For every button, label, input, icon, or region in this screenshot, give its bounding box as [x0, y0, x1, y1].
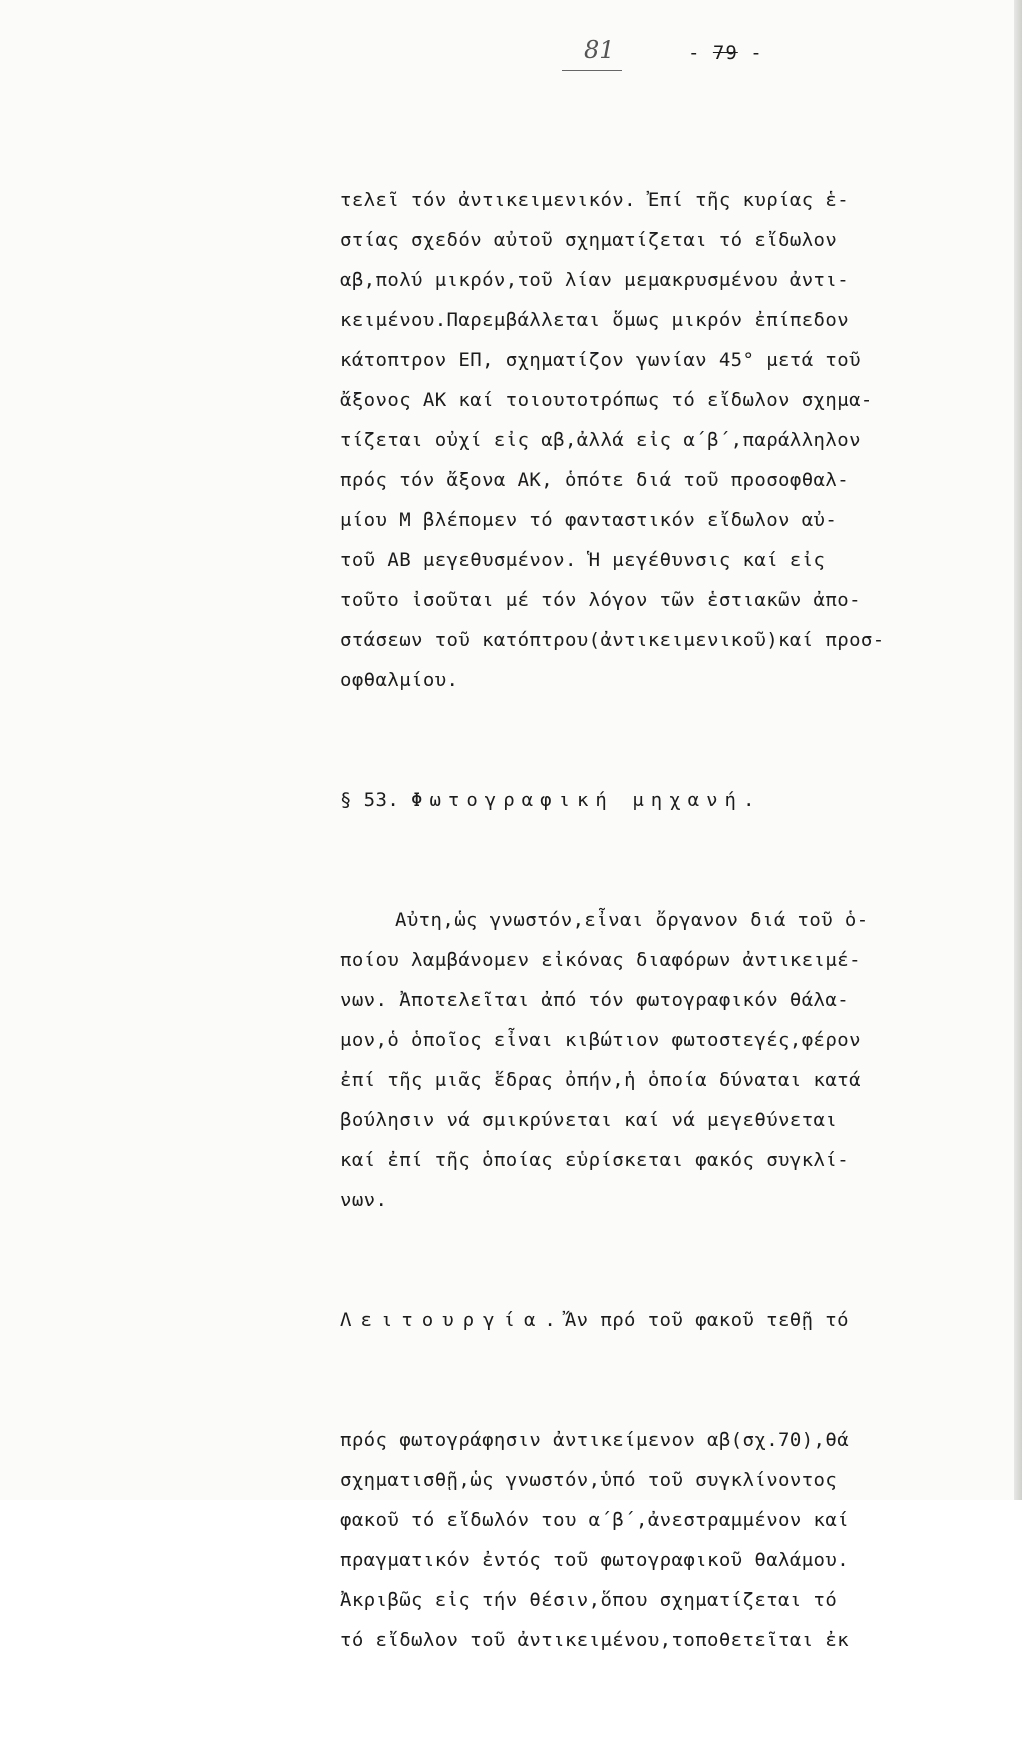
page-edge — [1014, 0, 1022, 1500]
text-line: μον,ὁ ὁποῖος εἶναι κιβώτιον φωτοστεγές,φέρον — [340, 1029, 861, 1051]
text-line: φακοῦ τό εἴδωλόν του α΄β΄,ἀνεστραμμένον καί — [340, 1509, 850, 1531]
text-line: Ἀκριβῶς εἰς τήν θέσιν,ὅπου σχηματίζεται τό — [340, 1589, 838, 1611]
text-line: κειμένου.Παρεμβάλλεται ὅμως μικρόν ἐπίπεδον — [340, 309, 850, 331]
text-line: πρός τόν ἄξονα ΑΚ, ὁπότε διά τοῦ προσοφθαλ- — [340, 469, 850, 491]
text-line: ποίου λαμβάνομεν εἰκόνας διαφόρων ἀντικειμέ- — [340, 949, 861, 971]
text-line: στάσεων τοῦ κατόπτρου(ἀντικειμενικοῦ)καί προσ- — [340, 629, 885, 651]
text-line: καί ἐπί τῆς ὁποίας εὑρίσκεται φακός συγκλί- — [340, 1149, 850, 1171]
text-line: πραγματικόν ἐντός τοῦ φωτογραφικοῦ θαλάμου. — [340, 1549, 850, 1571]
typed-page-number-suffix: - — [737, 42, 763, 64]
paragraph-3-lead: Λειτουργία. — [340, 1309, 565, 1331]
text-line: τοῦτο ἰσοῦται μέ τόν λόγον τῶν ἑστιακῶν ἀπο- — [340, 589, 861, 611]
text-line: πρός φωτογράφησιν ἀντικείμενον αβ(σχ.70),θά — [340, 1429, 850, 1451]
text-line: ἄξονος ΑΚ καί τοιουτοτρόπως τό εἴδωλον σχημα- — [340, 389, 873, 411]
body-text — [340, 100, 940, 1740]
text-line: νων. Ἀποτελεῖται ἀπό τόν φωτογραφικόν θάλα- — [340, 989, 850, 1011]
text-line: τελεῖ τόν ἀντικειμενικόν. Ἐπί τῆς κυρίας ἑ- — [340, 189, 850, 211]
text-line: μίου Μ βλέπομεν τό φανταστικόν εἴδωλον αὐ- — [340, 509, 838, 531]
text-line: στίας σχεδόν αὐτοῦ σχηματίζεται τό εἴδωλον — [340, 229, 838, 251]
text-line: ἐπί τῆς μιᾶς ἕδρας ὀπήν,ἡ ὁποία δύναται κατά — [340, 1069, 861, 1091]
text-line: τό εἴδωλον τοῦ ἀντικειμένου,τοποθετεῖται ἐκ — [340, 1629, 850, 1651]
paragraph-3-first-line — [340, 1300, 940, 1340]
text-line: βούλησιν νά σμικρύνεται καί νά μεγεθύνεται — [340, 1109, 838, 1131]
handwritten-page-number: 81 — [584, 36, 615, 64]
typed-page-number — [688, 42, 763, 64]
typed-page-number-value: 79 — [712, 42, 738, 64]
text-line: τοῦ ΑΒ μεγεθυσμένον. Ἡ μεγέθυνσις καί εἰς — [340, 549, 826, 571]
page-header — [0, 30, 1022, 80]
section-title: Φωτογραφική μηχανή. — [411, 789, 762, 811]
text-line: αβ,πολύ μικρόν,τοῦ λίαν μεμακρυσμένου ἀντι- — [340, 269, 850, 291]
paragraph-1 — [340, 180, 940, 700]
paragraph-3 — [340, 1420, 940, 1660]
text-line: νων. — [340, 1189, 388, 1211]
paragraph-2 — [340, 900, 940, 1220]
text-line: σχηματισθῇ,ὡς γνωστόν,ὑπό τοῦ συγκλίνοντος — [340, 1469, 838, 1491]
section-heading — [340, 780, 940, 820]
typed-page-number-prefix: - — [688, 42, 713, 64]
text-line: Αὐτη,ὡς γνωστόν,εἶναι ὄργανον διά τοῦ ὁ- — [395, 909, 869, 931]
text-line: κάτοπτρον ΕΠ, σχηματίζον γωνίαν 45° μετά τοῦ — [340, 349, 861, 371]
text-line: τίζεται οὐχί εἰς αβ,ἀλλά εἰς α΄β΄,παράλληλον — [340, 429, 861, 451]
section-number: § 53. — [340, 789, 400, 811]
paragraph-3-first-line-rest: Ἄν πρό τοῦ φακοῦ τεθῇ τό — [564, 1309, 849, 1331]
handwritten-underline — [562, 70, 622, 71]
text-line: οφθαλμίου. — [340, 669, 459, 691]
